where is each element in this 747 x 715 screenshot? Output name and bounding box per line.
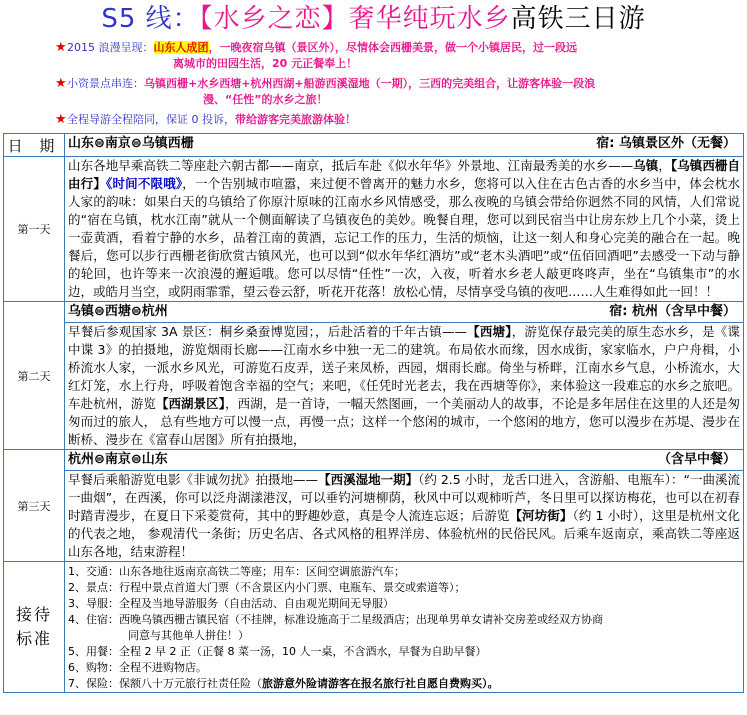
- itinerary-table: [3, 133, 744, 693]
- list-item: 7、保险：保额八十万元旅行社责任险（旅游意外险请游客在报名旅行社自愿自费购买）。: [68, 677, 499, 690]
- highlight-label: 小资景点串连：: [67, 77, 144, 90]
- list-item: 同意与其他单人拼住！）: [128, 629, 249, 642]
- star-icon: ★: [55, 76, 67, 91]
- list-item: 6、购物：全程不进购物店。: [68, 661, 207, 674]
- table-row: [4, 157, 744, 302]
- day3-label: 第三天: [4, 450, 65, 562]
- day2-stay: 宿: 杭州（含早中餐）: [609, 304, 736, 319]
- highlight-mark: 山东人成团: [153, 41, 209, 54]
- list-item: 2、景点：行程中景点首道大门票（不含景区内小门票、电瓶车、景交或索道等）；: [68, 581, 466, 594]
- day3-route: 杭州⊜南京⊜山东: [68, 452, 168, 467]
- list-item: 1、交通：山东各地往返南京高铁二等座；用车：区间空调旅游汽车；: [68, 565, 405, 578]
- day1-label: 第一天: [4, 157, 65, 302]
- list-item: 3、导服：全程及当地导游服务（自由活动、自由观光期间无导服）: [68, 597, 394, 610]
- highlight-label: 全程导游全程陪同，保证 0 投诉，: [67, 113, 235, 126]
- highlights: [55, 40, 735, 128]
- highlight-text: 带给游客完美旅游体验！: [235, 113, 356, 126]
- list-item: 5、用餐：全程 2 早 2 正（正餐 8 菜一汤，10 人一桌，不含酒水，早餐为自助早餐）: [68, 645, 487, 658]
- table-row: [4, 562, 744, 693]
- title-line-theme: 【水乡之恋】奢华纯玩水乡: [199, 4, 511, 34]
- highlight-item: [55, 40, 735, 72]
- star-icon: ★: [55, 40, 67, 55]
- highlight-text-cont: 漫、“任性”的水乡之旅！: [203, 93, 328, 106]
- highlight-label: 2015 浪漫呈现：: [67, 41, 154, 54]
- day1-stay: 宿: 乌镇景区外（无餐）: [596, 136, 736, 151]
- day2-route-row: [68, 302, 740, 322]
- day2-description: 早餐后参观国家 3A 景区：桐乡桑蚕博览园；，后赴活着的千年古镇——【西塘】，游览保存最完美的原生态水乡，是《谍中谍 3》的拍摄地，游览烟雨长廊——江南水乡中独一无二的建筑。布局依水而缘，因水成街，家家临水，户户舟楫，小桥流水人家，一派水乡风光，可游览石皮弄，送子来凤桥，西园，烟雨长廊。倚坐与桥畔，江南水乡气息，小桥流水，大红灯笼，水上行舟，呼吸着饱含幸福的空气；来吧，《任凭时光老去，我在西塘等你》，来体验这一段难忘的水乡之旅吧。车赴杭州，游览【西湖景区】，西湖，是一首诗，一幅天然图画，一个美丽动人的故事，不论是多年居住在这里的人还是匆匆而过的旅人， 总有些地方可以慢一点，再慢一点；这样一个悠闲的城市，一个悠闲的地方，您可以漫步在苏堤、漫步在断桥、漫步在《富春山居图》所有拍摄地，: [65, 322, 743, 449]
- table-header-row: [4, 134, 744, 157]
- highlight-text: ，一晚夜宿乌镇（景区外），尽情体会西栅美景，做一个小镇居民，过一段远: [208, 41, 577, 54]
- day3-description: 早餐后乘船游览电影《非诚勿扰》拍摄地——【西溪湿地一期】（约 2.5 小时，龙舌口进入，含游船、电瓶车）：“一曲溪流一曲烟”，在西溪，你可以泛舟湖漾港汊，可以垂钓河塘柳荫，秋风中可以观柿听芦，冬日里可以探访梅花，也可以在初春时踏青漫步，在夏日下采菱赏荷，其中的野趣妙意，真是令人流连忘返；后游览【河坊街】（约 1 小时），这里是杭州文化的代表之地， 参观清代一条街；历史名店、各式风格的租界洋房、体验杭州的民俗民风。后乘车返南京，乘高铁二等座返山东各地，结束游程！: [65, 470, 743, 561]
- title-line-code: S5 线：: [101, 4, 200, 34]
- standards-list: [68, 562, 740, 692]
- title-line-tour: 高铁三日游: [510, 4, 646, 34]
- day2-route: 乌镇⊜西塘⊜杭州: [68, 304, 168, 319]
- table-row: [4, 302, 744, 450]
- table-row: [4, 450, 744, 562]
- standards-label: 接待标准: [4, 562, 65, 693]
- page-title: [0, 0, 747, 40]
- day1-route: 山东⊜南京⊜乌镇西栅: [68, 136, 194, 151]
- day1-route-row: [68, 134, 740, 154]
- date-header: 日 期: [4, 134, 65, 157]
- day3-route-row: [68, 450, 740, 470]
- star-icon: ★: [55, 112, 67, 127]
- day1-description: 山东各地早乘高铁二等座赴六朝古都——南京，抵后车赴《似水年华》外景地、江南最秀美的水乡——乌镇，【乌镇西栅自由行】《时间不限哦》，一个告别城市喧嚣，来过便不曾离开的魅力水乡，您将可以入住在古色古香的水乡当中，体会枕水人家的韵味：如果白天的乌镇给了你原汁原味的江南水乡风情感受，那么夜晚的乌镇会带给你迥然不同的风情，人们常说的“宿在乌镇，枕水江南”就从一个侧面解读了乌镇夜色的美妙。晚餐自理，您可以到民宿当中让房东炒上几个小菜，烫上一壶黄酒，看着宁静的水乡，品着江南的黄酒，忘记工作的压力，生活的烦恼，让这一刻人和身心完美的融合在一起。晚餐后，您可以步行西栅老街欣赏古镇风光，也可以到“似水年华红酒坊”或“老木头酒吧”或“伍佰回酒吧”去感受一下动与静的轮回，也许等来一次浪漫的邂逅哦。您可以尽情“任性”一次，入夜，听着水乡老人敲更咚咚声，坐在“乌镇集市”的水边，或皓月当空，或阴雨霏霏，望云卷云舒，听花开花落！放松心情，尽情享受乌镇的夜吧……人生难得如此一回！！: [68, 158, 740, 299]
- highlight-item: [55, 76, 735, 108]
- highlight-text: 乌镇西栅+水乡西塘+杭州西湖+船游西溪湿地（一期），三西的完美组合，让游客体验一段浪: [144, 77, 596, 90]
- day2-label: 第二天: [4, 302, 65, 450]
- highlight-text-cont: 离城市的田园生活，20 元正餐奉上！: [173, 57, 358, 70]
- list-item: 4、住宿：西晚乌镇西栅古镇民宿（不挂牌，标准设施高于二星级酒店；出现单男单女请补交房差或经双方协商: [68, 613, 603, 626]
- day3-stay: （含早中餐）: [657, 452, 736, 467]
- highlight-item: [55, 112, 735, 128]
